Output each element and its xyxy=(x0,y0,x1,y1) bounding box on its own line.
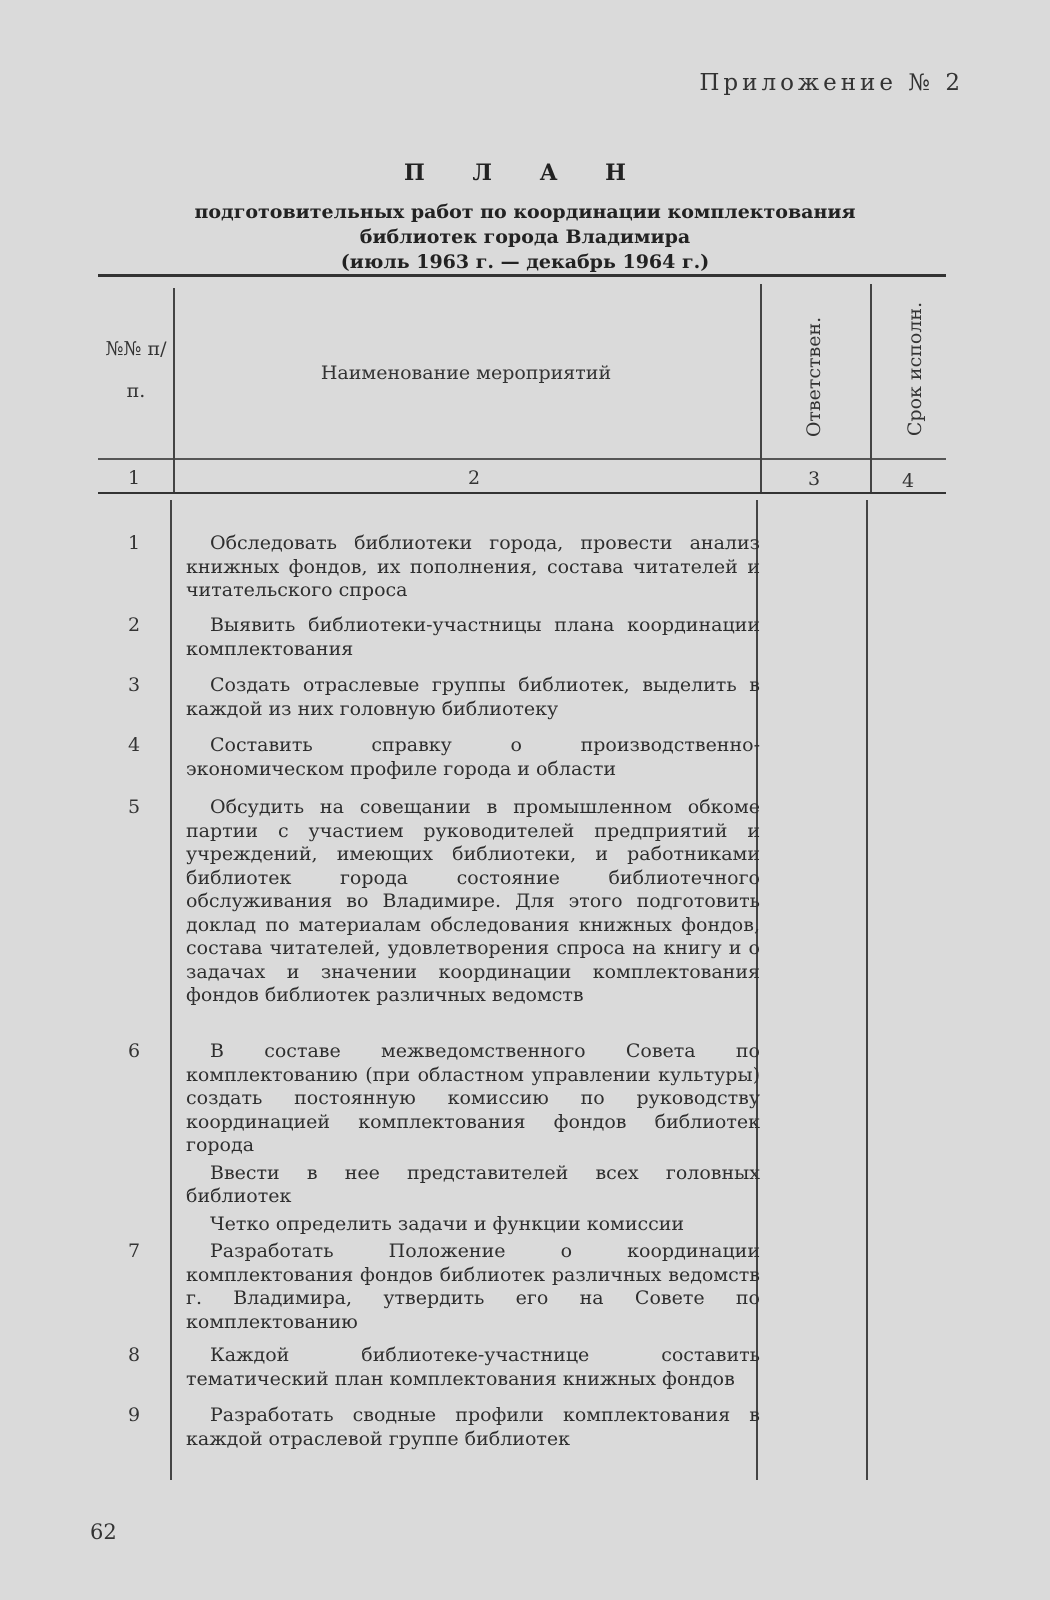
row-number: 4 xyxy=(127,734,141,756)
activity-paragraph: Создать отраслевые группы библиотек, выделить в каждой из них головную библиотеку xyxy=(186,674,760,720)
page-number: 62 xyxy=(90,1520,117,1544)
table-top-rule xyxy=(98,274,946,277)
row-number: 8 xyxy=(127,1344,141,1366)
subtitle-line: библиотек города Владимира xyxy=(359,226,691,248)
document-title: П Л А Н xyxy=(404,160,646,186)
column-divider-1 xyxy=(170,500,172,1480)
activity-paragraph: Обследовать библиотеки города, провести анализ книжных фондов, их пополнения, состава читателей и читательского спроса xyxy=(186,532,760,601)
table-header-divider xyxy=(98,458,946,460)
row-number: 1 xyxy=(127,532,141,554)
column-divider-1 xyxy=(173,288,175,492)
column-number-4: 4 xyxy=(902,470,915,492)
row-activity xyxy=(186,1344,760,1391)
subtitle-line: подготовительных работ по координации комплектования xyxy=(194,201,856,223)
header-number: №№ п/п. xyxy=(105,338,167,402)
activity-paragraph: Разработать сводные профили комплектования в каждой отраслевой группе библиотек xyxy=(186,1404,760,1450)
column-divider-3 xyxy=(866,500,868,1480)
row-activity xyxy=(186,674,760,721)
header-deadline: Срок исполн. xyxy=(904,301,926,437)
column-number-2: 2 xyxy=(468,467,481,489)
row-activity xyxy=(186,1404,760,1451)
row-number: 5 xyxy=(127,796,141,818)
row-activity xyxy=(186,734,760,781)
row-activity xyxy=(186,614,760,661)
column-divider-3 xyxy=(870,284,872,492)
column-divider-2 xyxy=(760,284,762,492)
document-subtitle xyxy=(0,200,1050,275)
column-number-3: 3 xyxy=(808,468,821,490)
activity-paragraph: Обсудить на совещании в промышленном обкоме партии с участием руководителей предприятий и учреждений, имеющих библиотеки, и работниками библиотек города состояние библиотечного обслуживания во Владимире. Для этого подготовить доклад по материалам обследования книжных фондов, состава читателей, удовлетворения спроса на книгу и о задачах и значении координации комплектования фондов библиотек различных ведомств xyxy=(186,796,760,1006)
subtitle-line: (июль 1963 г. — декабрь 1964 г.) xyxy=(340,251,710,273)
header-name: Наименование мероприятий xyxy=(320,362,612,384)
row-activity xyxy=(186,532,760,603)
row-number: 3 xyxy=(127,674,141,696)
column-number-1: 1 xyxy=(128,467,141,489)
activity-paragraph: Четко определить задачи и функции комиссии xyxy=(210,1212,685,1235)
appendix-label: Приложение № 2 xyxy=(699,70,964,96)
row-activity xyxy=(186,796,760,1008)
row-number: 9 xyxy=(127,1404,141,1426)
table-colnum-rule xyxy=(98,492,946,494)
row-activity xyxy=(186,1040,760,1236)
row-number: 6 xyxy=(127,1040,141,1062)
row-activity xyxy=(186,1240,760,1334)
row-number: 7 xyxy=(127,1240,141,1262)
activity-paragraph: Составить справку о производственно-экономическом профиле города и области xyxy=(186,734,760,780)
activity-paragraph: Разработать Положение о координации комплектования фондов библиотек различных ведомств г. Владимира, утвердить его на Совете по комплектованию xyxy=(186,1240,760,1333)
header-responsible: Ответствен. xyxy=(803,316,825,438)
row-number: 2 xyxy=(127,614,141,636)
activity-paragraph: Ввести в нее представителей всех головных библиотек xyxy=(186,1161,760,1207)
activity-paragraph: Выявить библиотеки-участницы плана координации комплектования xyxy=(186,614,760,660)
activity-paragraph: Каждой библиотеке-участнице составить тематический план комплектования книжных фондов xyxy=(186,1344,760,1390)
activity-paragraph: В составе межведомственного Совета по комплектованию (при областном управлении культуры) создать постоянную комиссию по руководству координацией комплектования фондов библиотек города xyxy=(186,1040,760,1156)
